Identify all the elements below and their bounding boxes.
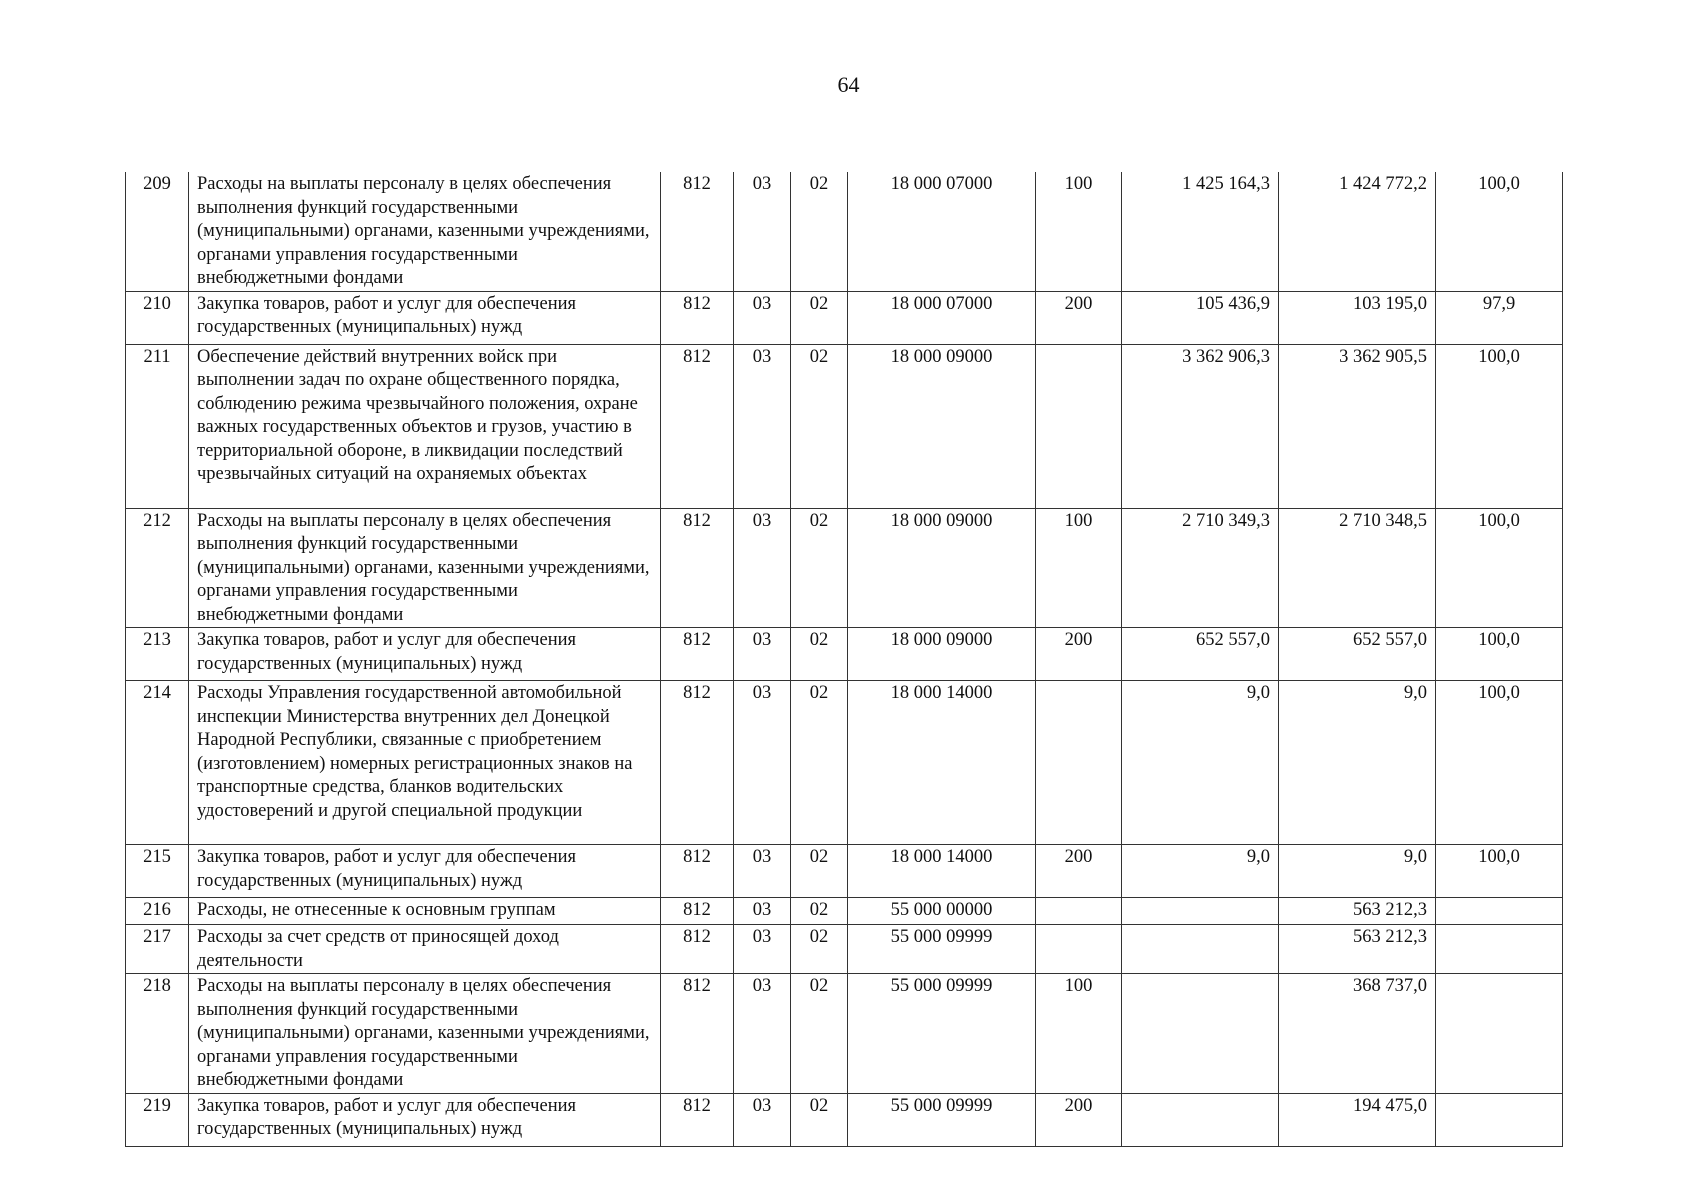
expense-type-cell: 200 xyxy=(1036,845,1122,898)
target-article-cell: 18 000 09000 xyxy=(848,508,1036,628)
planned-amount-cell xyxy=(1122,1093,1279,1146)
planned-amount-cell xyxy=(1122,898,1279,925)
page-number: 64 xyxy=(837,72,860,97)
budget-table xyxy=(125,172,1563,1147)
row-number-cell: 218 xyxy=(126,974,189,1094)
execution-percent-cell: 100,0 xyxy=(1436,344,1563,508)
section-code-cell: 03 xyxy=(734,898,791,925)
department-code-cell: 812 xyxy=(661,681,734,845)
section-code-cell: 03 xyxy=(734,628,791,681)
description-cell: Расходы Управления государственной автомобильной инспекции Министерства внутренних дел Донецкой Народной Республики, связанные с приобретением (изготовлением) номерных регистрационных знаков на транспортные средства, бланков водительских удостоверений и другой специальной продукции xyxy=(189,681,661,845)
execution-percent-cell: 97,9 xyxy=(1436,291,1563,344)
row-number-cell: 215 xyxy=(126,845,189,898)
actual-amount-cell: 194 475,0 xyxy=(1279,1093,1436,1146)
section-code-cell: 03 xyxy=(734,1093,791,1146)
section-code-cell: 03 xyxy=(734,974,791,1094)
table-row xyxy=(126,681,1563,845)
target-article-cell: 55 000 09999 xyxy=(848,1093,1036,1146)
planned-amount-cell: 1 425 164,3 xyxy=(1122,172,1279,291)
subsection-code-cell: 02 xyxy=(791,344,848,508)
planned-amount-cell: 3 362 906,3 xyxy=(1122,344,1279,508)
row-number-cell: 214 xyxy=(126,681,189,845)
planned-amount-cell: 9,0 xyxy=(1122,845,1279,898)
target-article-cell: 18 000 09000 xyxy=(848,628,1036,681)
execution-percent-cell xyxy=(1436,898,1563,925)
description-cell: Закупка товаров, работ и услуг для обеспечения государственных (муниципальных) нужд xyxy=(189,845,661,898)
row-number-cell: 210 xyxy=(126,291,189,344)
row-number-cell: 213 xyxy=(126,628,189,681)
execution-percent-cell: 100,0 xyxy=(1436,508,1563,628)
description-cell: Закупка товаров, работ и услуг для обеспечения государственных (муниципальных) нужд xyxy=(189,291,661,344)
target-article-cell: 55 000 09999 xyxy=(848,925,1036,974)
subsection-code-cell: 02 xyxy=(791,1093,848,1146)
expense-type-cell: 100 xyxy=(1036,974,1122,1094)
expense-type-cell xyxy=(1036,681,1122,845)
description-cell: Расходы, не отнесенные к основным группам xyxy=(189,898,661,925)
actual-amount-cell: 368 737,0 xyxy=(1279,974,1436,1094)
actual-amount-cell: 9,0 xyxy=(1279,845,1436,898)
actual-amount-cell: 652 557,0 xyxy=(1279,628,1436,681)
target-article-cell: 55 000 00000 xyxy=(848,898,1036,925)
actual-amount-cell: 563 212,3 xyxy=(1279,898,1436,925)
table-row xyxy=(126,898,1563,925)
subsection-code-cell: 02 xyxy=(791,681,848,845)
table-row xyxy=(126,1093,1563,1146)
actual-amount-cell: 103 195,0 xyxy=(1279,291,1436,344)
expense-type-cell: 100 xyxy=(1036,508,1122,628)
execution-percent-cell: 100,0 xyxy=(1436,681,1563,845)
department-code-cell: 812 xyxy=(661,974,734,1094)
actual-amount-cell: 2 710 348,5 xyxy=(1279,508,1436,628)
subsection-code-cell: 02 xyxy=(791,291,848,344)
execution-percent-cell xyxy=(1436,974,1563,1094)
table-row xyxy=(126,172,1563,291)
target-article-cell: 18 000 09000 xyxy=(848,344,1036,508)
expense-type-cell: 200 xyxy=(1036,1093,1122,1146)
table-row xyxy=(126,344,1563,508)
department-code-cell: 812 xyxy=(661,628,734,681)
table-row xyxy=(126,291,1563,344)
section-code-cell: 03 xyxy=(734,681,791,845)
section-code-cell: 03 xyxy=(734,845,791,898)
planned-amount-cell xyxy=(1122,974,1279,1094)
description-cell: Расходы на выплаты персоналу в целях обеспечения выполнения функций государственными (муниципальными) органами, казенными учреждениями, органами управления государственными внебюджетными фондами xyxy=(189,508,661,628)
target-article-cell: 18 000 14000 xyxy=(848,681,1036,845)
department-code-cell: 812 xyxy=(661,1093,734,1146)
row-number-cell: 212 xyxy=(126,508,189,628)
subsection-code-cell: 02 xyxy=(791,925,848,974)
actual-amount-cell: 3 362 905,5 xyxy=(1279,344,1436,508)
row-number-cell: 219 xyxy=(126,1093,189,1146)
department-code-cell: 812 xyxy=(661,925,734,974)
table-row xyxy=(126,845,1563,898)
subsection-code-cell: 02 xyxy=(791,172,848,291)
description-cell: Расходы на выплаты персоналу в целях обеспечения выполнения функций государственными (муниципальными) органами, казенными учреждениями, органами управления государственными внебюджетными фондами xyxy=(189,974,661,1094)
subsection-code-cell: 02 xyxy=(791,845,848,898)
planned-amount-cell: 105 436,9 xyxy=(1122,291,1279,344)
department-code-cell: 812 xyxy=(661,172,734,291)
target-article-cell: 18 000 07000 xyxy=(848,291,1036,344)
table-row xyxy=(126,628,1563,681)
department-code-cell: 812 xyxy=(661,845,734,898)
description-cell: Обеспечение действий внутренних войск при выполнении задач по охране общественного порядка, соблюдению режима чрезвычайного положения, охране важных государственных объектов и грузов, участию в территориальной обороне, в ликвидации последствий чрезвычайных ситуаций на охраняемых объектах xyxy=(189,344,661,508)
target-article-cell: 18 000 07000 xyxy=(848,172,1036,291)
subsection-code-cell: 02 xyxy=(791,974,848,1094)
subsection-code-cell: 02 xyxy=(791,898,848,925)
actual-amount-cell: 563 212,3 xyxy=(1279,925,1436,974)
actual-amount-cell: 1 424 772,2 xyxy=(1279,172,1436,291)
table-row xyxy=(126,508,1563,628)
description-cell: Закупка товаров, работ и услуг для обеспечения государственных (муниципальных) нужд xyxy=(189,628,661,681)
planned-amount-cell: 2 710 349,3 xyxy=(1122,508,1279,628)
section-code-cell: 03 xyxy=(734,925,791,974)
department-code-cell: 812 xyxy=(661,344,734,508)
description-cell: Расходы на выплаты персоналу в целях обеспечения выполнения функций государственными (муниципальными) органами, казенными учреждениями, органами управления государственными внебюджетными фондами xyxy=(189,172,661,291)
planned-amount-cell: 652 557,0 xyxy=(1122,628,1279,681)
expense-type-cell: 200 xyxy=(1036,628,1122,681)
department-code-cell: 812 xyxy=(661,291,734,344)
section-code-cell: 03 xyxy=(734,291,791,344)
expense-type-cell xyxy=(1036,898,1122,925)
execution-percent-cell: 100,0 xyxy=(1436,172,1563,291)
target-article-cell: 55 000 09999 xyxy=(848,974,1036,1094)
planned-amount-cell xyxy=(1122,925,1279,974)
section-code-cell: 03 xyxy=(734,508,791,628)
description-cell: Закупка товаров, работ и услуг для обеспечения государственных (муниципальных) нужд xyxy=(189,1093,661,1146)
table-body xyxy=(126,172,1563,1146)
actual-amount-cell: 9,0 xyxy=(1279,681,1436,845)
execution-percent-cell xyxy=(1436,925,1563,974)
expense-type-cell: 100 xyxy=(1036,172,1122,291)
execution-percent-cell: 100,0 xyxy=(1436,628,1563,681)
execution-percent-cell xyxy=(1436,1093,1563,1146)
department-code-cell: 812 xyxy=(661,898,734,925)
subsection-code-cell: 02 xyxy=(791,508,848,628)
planned-amount-cell: 9,0 xyxy=(1122,681,1279,845)
target-article-cell: 18 000 14000 xyxy=(848,845,1036,898)
description-cell: Расходы за счет средств от приносящей доход деятельности xyxy=(189,925,661,974)
section-code-cell: 03 xyxy=(734,172,791,291)
execution-percent-cell: 100,0 xyxy=(1436,845,1563,898)
department-code-cell: 812 xyxy=(661,508,734,628)
section-code-cell: 03 xyxy=(734,344,791,508)
table-row xyxy=(126,925,1563,974)
expense-type-cell: 200 xyxy=(1036,291,1122,344)
expense-type-cell xyxy=(1036,925,1122,974)
expense-type-cell xyxy=(1036,344,1122,508)
row-number-cell: 209 xyxy=(126,172,189,291)
table-row xyxy=(126,974,1563,1094)
row-number-cell: 211 xyxy=(126,344,189,508)
row-number-cell: 216 xyxy=(126,898,189,925)
subsection-code-cell: 02 xyxy=(791,628,848,681)
row-number-cell: 217 xyxy=(126,925,189,974)
